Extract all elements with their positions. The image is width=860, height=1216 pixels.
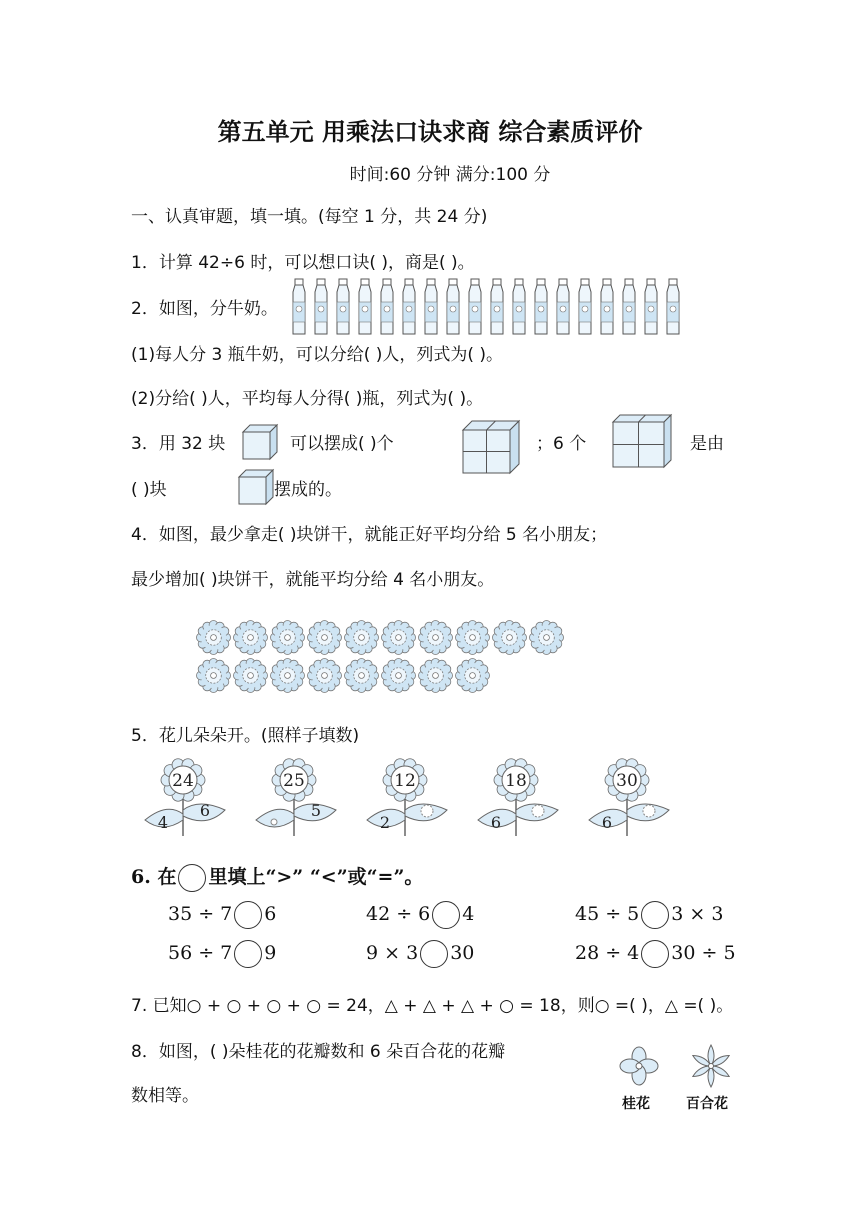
comparison-right: 3 × 3 (671, 903, 724, 925)
comparison-item (575, 940, 736, 968)
flower-puzzles (137, 758, 673, 838)
flower-left-leaf-number: 6 (601, 813, 613, 832)
comparison-left: 35 ÷ 7 (168, 903, 233, 925)
question-4-line-1: 4．如图，最少拿走( )块饼干，就能正好平均分给 5 名小朋友； (131, 525, 608, 545)
comparison-right: 30 ÷ 5 (671, 942, 736, 964)
section-heading: 一、认真审题，填一填。(每空 1 分，共 24 分) (131, 207, 488, 227)
milk-bottle-icon (554, 278, 572, 336)
cookie-icon (307, 620, 342, 655)
flower-puzzle (581, 758, 673, 838)
question-3-part-c: ；6 个 (536, 434, 587, 454)
question-2: 2．如图，分牛奶。 (131, 299, 278, 319)
six-cube-block-icon (610, 412, 674, 470)
comparison-left: 56 ÷ 7 (168, 942, 233, 964)
milk-bottle-icon (444, 278, 462, 336)
lily-flower-icon (688, 1043, 734, 1089)
flower-center-number: 30 (616, 771, 638, 791)
comparison-left: 9 × 3 (366, 942, 419, 964)
flower-puzzle (248, 758, 340, 838)
blank-leaf-marker (421, 805, 433, 817)
question-2-1: (1)每人分 3 瓶牛奶，可以分给( )人，列式为( )。 (131, 345, 504, 365)
milk-bottles (290, 278, 682, 336)
question-3-part-b: 可以摆成( )个 (290, 434, 394, 454)
question-8-line-1: 8．如图，( )朵桂花的花瓣数和 6 朵百合花的花瓣 (131, 1042, 506, 1062)
comparison-item (168, 940, 276, 968)
question-3-part-e: ( )块 (131, 480, 167, 500)
milk-bottle-icon (356, 278, 374, 336)
question-2-2: (2)分给( )人，平均每人分得( )瓶，列式为( )。 (131, 389, 484, 409)
question-3-part-d: 是由 (690, 434, 724, 454)
four-cube-block-icon (460, 418, 522, 476)
milk-bottle-icon (620, 278, 638, 336)
comparison-right: 4 (462, 903, 475, 925)
comparison-right: 9 (264, 942, 277, 964)
flower-center-number: 25 (283, 771, 305, 791)
cookie-icon (418, 620, 453, 655)
cookie-icon (233, 658, 268, 693)
answer-circle[interactable] (641, 901, 669, 929)
milk-bottle-icon (466, 278, 484, 336)
milk-bottle-icon (488, 278, 506, 336)
cookie-icon (455, 658, 490, 693)
milk-bottle-icon (378, 278, 396, 336)
flower-left-leaf-number: 2 (379, 813, 391, 832)
cookie-icon (233, 620, 268, 655)
answer-circle[interactable] (234, 901, 262, 929)
comparison-item (575, 901, 723, 929)
milk-bottle-icon (510, 278, 528, 336)
milk-bottle-icon (576, 278, 594, 336)
comparison-left: 42 ÷ 6 (366, 903, 431, 925)
flower-puzzle (137, 758, 229, 838)
comparison-left: 28 ÷ 4 (575, 942, 640, 964)
cookie-icon (455, 620, 490, 655)
cookie-icon (418, 658, 453, 693)
milk-bottle-icon (400, 278, 418, 336)
milk-bottle-icon (642, 278, 660, 336)
question-4-line-2: 最少增加( )块饼干，就能平均分给 4 名小朋友。 (131, 570, 495, 590)
flower-right-leaf-number: 6 (199, 801, 211, 820)
circle-icon (178, 864, 206, 892)
comparison-left: 45 ÷ 5 (575, 903, 640, 925)
lily-caption: 百合花 (686, 1096, 728, 1112)
question-8-line-2: 数相等。 (131, 1086, 199, 1106)
milk-bottle-icon (290, 278, 308, 336)
question-6 (131, 862, 423, 892)
cookie-icon (270, 620, 305, 655)
exam-info: 时间:60 分钟 满分:100 分 (349, 165, 551, 185)
cookie-icon (307, 658, 342, 693)
question-7: 7. 已知○ + ○ + ○ + ○ = 24，△ + △ + △ + ○ = 18，则○ =( )，△ =( )。 (131, 996, 734, 1016)
small-cube-icon (236, 467, 276, 507)
osmanthus-flower-icon (619, 1046, 659, 1086)
milk-bottle-icon (664, 278, 682, 336)
flower-left-leaf-number: 6 (490, 813, 502, 832)
question-5: 5．花儿朵朵开。(照样子填数) (131, 726, 360, 746)
milk-bottle-icon (422, 278, 440, 336)
comparison-item (168, 901, 276, 929)
milk-bottle-icon (598, 278, 616, 336)
flower-center-number: 24 (172, 771, 194, 791)
cookie-icon (270, 658, 305, 693)
answer-circle[interactable] (641, 940, 669, 968)
flower-center-number: 12 (394, 771, 416, 791)
question-6-prefix: 6. 在 (131, 866, 177, 888)
page-title: 第五单元 用乘法口诀求商 综合素质评价 (217, 118, 643, 146)
flower-left-leaf-number: 4 (157, 813, 169, 832)
question-3-part-a: 3．用 32 块 (131, 434, 226, 454)
comparison-right: 30 (450, 942, 475, 964)
question-6-suffix: 里填上“>” “<”或“=”。 (208, 866, 424, 888)
flower-center-number: 18 (505, 771, 527, 791)
blank-leaf-marker (271, 819, 277, 825)
flower-puzzle (359, 758, 451, 838)
cookie-icon (529, 620, 564, 655)
cookie-row-1 (196, 620, 564, 655)
flower-puzzle (470, 758, 562, 838)
cookie-icon (344, 658, 379, 693)
osmanthus-caption: 桂花 (622, 1096, 650, 1112)
cookie-icon (381, 620, 416, 655)
cookie-icon (381, 658, 416, 693)
blank-leaf-marker (532, 805, 544, 817)
cookie-icon (492, 620, 527, 655)
cookie-icon (196, 620, 231, 655)
milk-bottle-icon (334, 278, 352, 336)
comparison-right: 6 (264, 903, 277, 925)
blank-leaf-marker (643, 805, 655, 817)
comparison-item (366, 901, 474, 929)
milk-bottle-icon (532, 278, 550, 336)
comparison-item (366, 940, 474, 968)
answer-circle[interactable] (432, 901, 460, 929)
cookie-icon (196, 658, 231, 693)
question-1: 1．计算 42÷6 时，可以想口诀( )，商是( )。 (131, 253, 475, 273)
milk-bottle-icon (312, 278, 330, 336)
small-cube-icon (240, 422, 280, 462)
cookie-row-2 (196, 658, 490, 693)
cookie-icon (344, 620, 379, 655)
flower-right-leaf-number: 5 (310, 801, 322, 820)
answer-circle[interactable] (420, 940, 448, 968)
answer-circle[interactable] (234, 940, 262, 968)
question-3-part-f: 摆成的。 (274, 480, 342, 500)
